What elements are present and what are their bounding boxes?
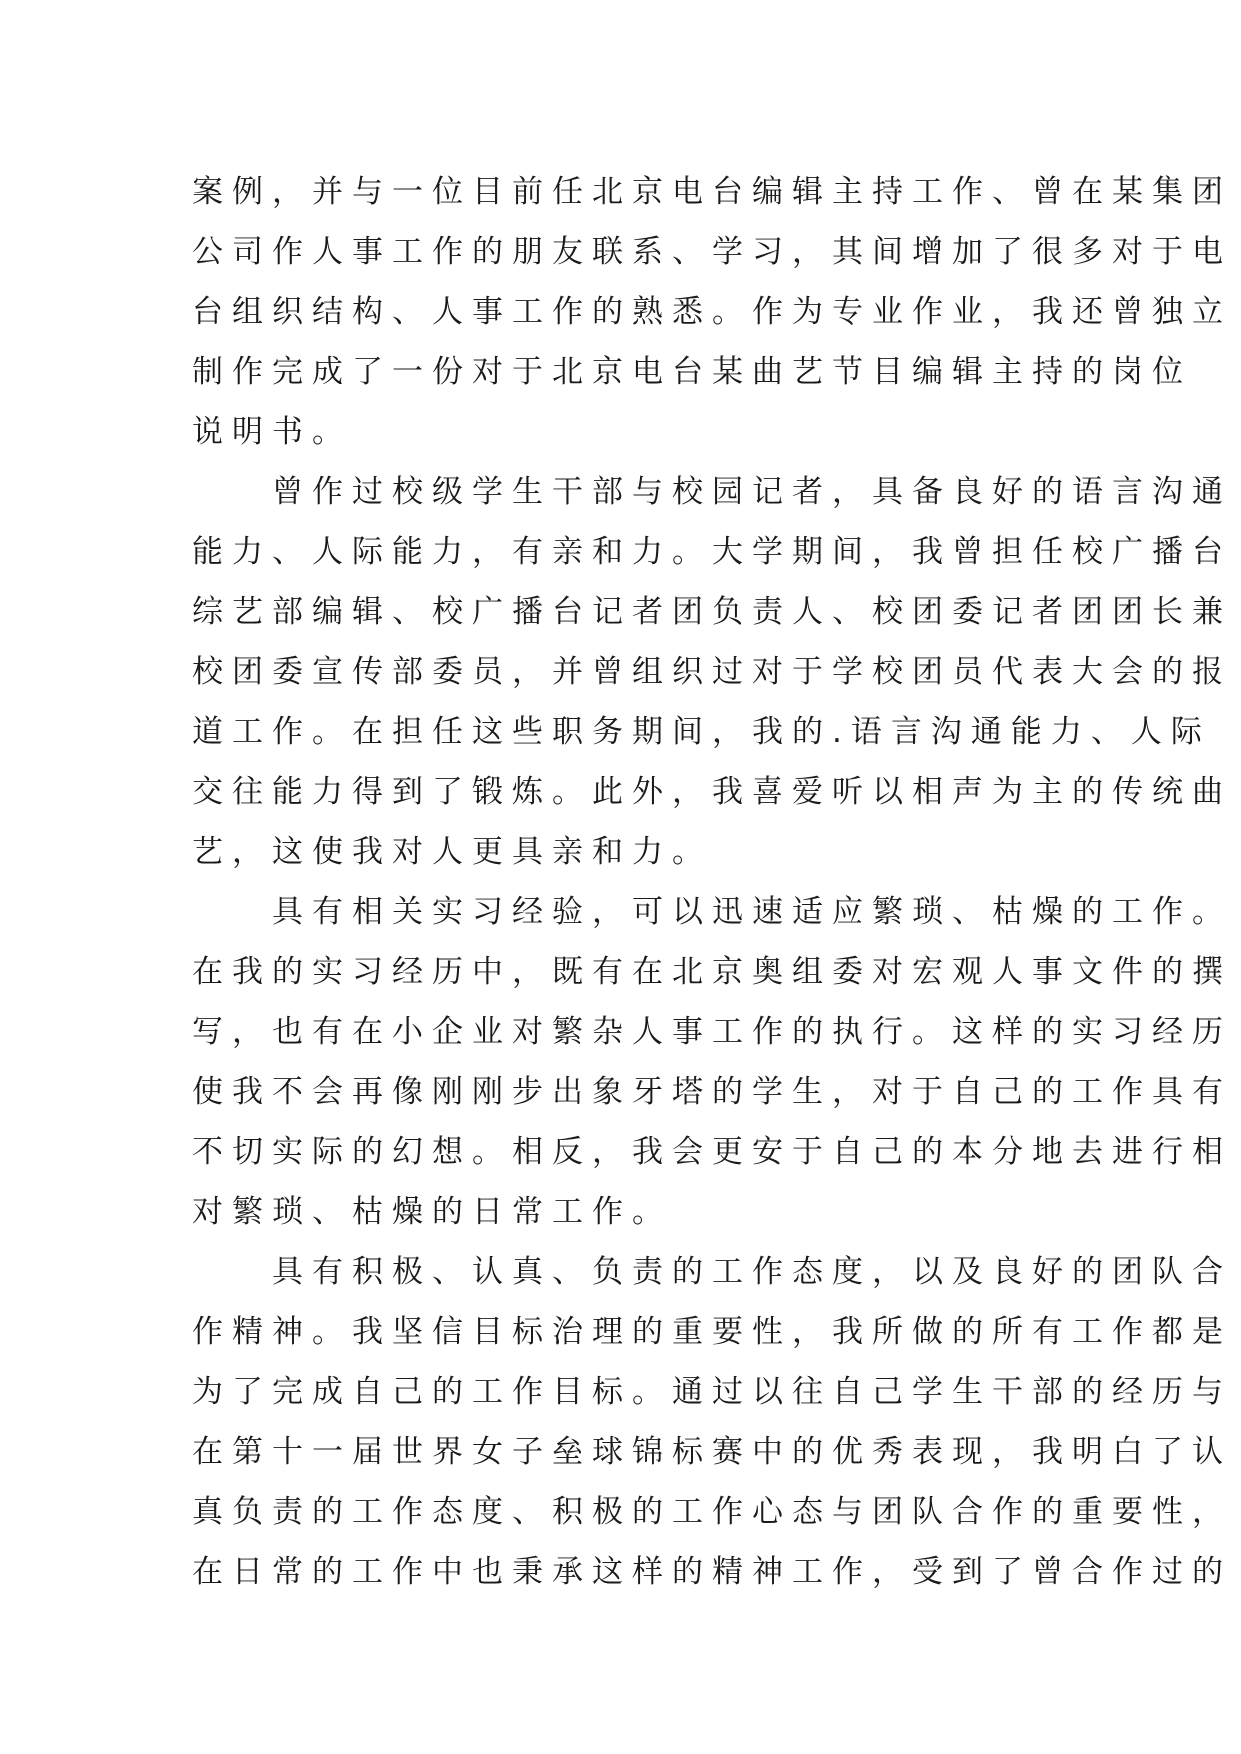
text-line: 使我不会再像刚刚步出象牙塔的学生，对于自己的工作具有 [192, 1074, 1232, 1110]
text-line: 道工作。在担任这些职务期间，我的.语言沟通能力、人际 [192, 714, 1211, 750]
text-line: 案例，并与一位目前任北京电台编辑主持工作、曾在某集团 [192, 174, 1232, 210]
text-line: 具有积极、认真、负责的工作态度，以及良好的团队合 [192, 1254, 1232, 1290]
text-line: 校团委宣传部委员，并曾组织过对于学校团员代表大会的报 [192, 654, 1232, 690]
text-line: 艺，这使我对人更具亲和力。 [192, 834, 712, 870]
text-line: 为了完成自己的工作目标。通过以往自己学生干部的经历与 [192, 1374, 1232, 1410]
text-line: 具有相关实习经验，可以迅速适应繁琐、枯燥的工作。 [192, 894, 1232, 930]
text-line: 台组织结构、人事工作的熟悉。作为专业作业，我还曾独立 [192, 294, 1232, 330]
text-line: 真负责的工作态度、积极的工作心态与团队合作的重要性， [192, 1494, 1232, 1530]
text-line: 不切实际的幻想。相反，我会更安于自己的本分地去进行相 [192, 1134, 1232, 1170]
text-line: 综艺部编辑、校广播台记者团负责人、校团委记者团团长兼 [192, 594, 1232, 630]
text-line: 曾作过校级学生干部与校园记者，具备良好的语言沟通 [192, 474, 1232, 510]
text-line: 能力、人际能力，有亲和力。大学期间，我曾担任校广播台 [192, 534, 1232, 570]
text-line: 对繁琐、枯燥的日常工作。 [192, 1194, 672, 1230]
text-line: 在第十一届世界女子垒球锦标赛中的优秀表现，我明白了认 [192, 1434, 1232, 1470]
text-line: 公司作人事工作的朋友联系、学习，其间增加了很多对于电 [192, 234, 1232, 270]
text-line: 交往能力得到了锻炼。此外，我喜爱听以相声为主的传统曲 [192, 774, 1232, 810]
text-line: 制作完成了一份对于北京电台某曲艺节目编辑主持的岗位 [192, 354, 1192, 390]
document-body [192, 162, 1232, 1602]
text-line: 说明书。 [192, 414, 352, 450]
text-line: 在日常的工作中也秉承这样的精神工作，受到了曾合作过的 [192, 1554, 1232, 1590]
text-line: 作精神。我坚信目标治理的重要性，我所做的所有工作都是 [192, 1314, 1232, 1350]
text-line: 写，也有在小企业对繁杂人事工作的执行。这样的实习经历 [192, 1014, 1232, 1050]
text-line: 在我的实习经历中，既有在北京奥组委对宏观人事文件的撰 [192, 954, 1232, 990]
